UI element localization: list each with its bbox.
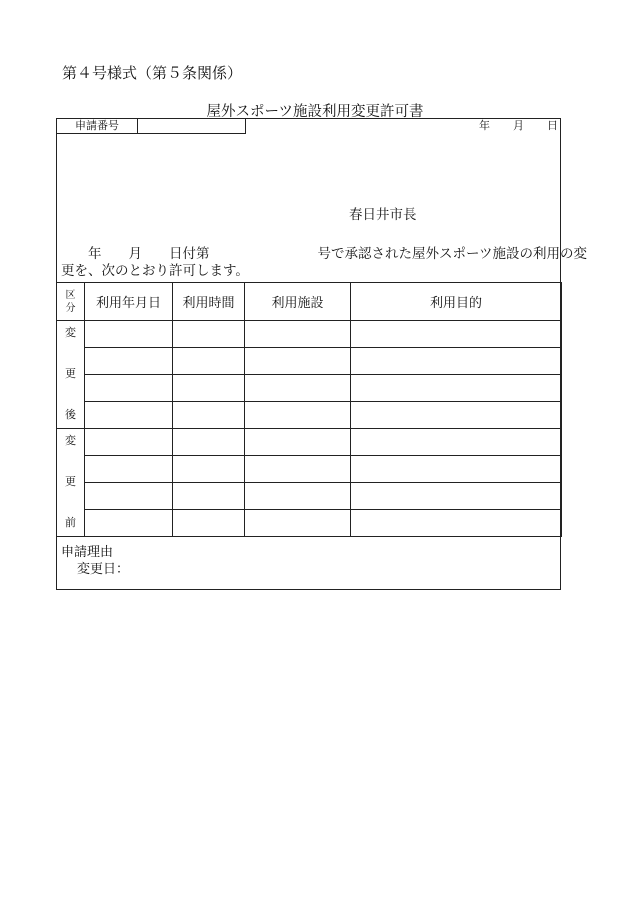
- application-number-label: 申請番号: [57, 119, 138, 133]
- table-row: [57, 348, 562, 375]
- section-char: 更: [65, 475, 76, 488]
- cell-purpose[interactable]: [351, 510, 562, 537]
- permit-form-frame: [56, 118, 587, 590]
- header-usage-date: 利用年月日: [85, 283, 173, 321]
- cell-facility[interactable]: [245, 510, 351, 537]
- table-header-row: [57, 283, 562, 321]
- body-text-line-1: 年 月 日付第 号で承認された屋外スポーツ施設の利用の変: [61, 246, 587, 262]
- kubun-char: 分: [65, 302, 76, 314]
- section-before-change: [57, 429, 85, 537]
- cell-time[interactable]: [173, 429, 245, 456]
- cell-date[interactable]: [85, 456, 173, 483]
- application-number-box: [57, 119, 246, 134]
- cell-date[interactable]: [85, 510, 173, 537]
- application-number-field[interactable]: [138, 119, 245, 133]
- cell-facility[interactable]: [245, 429, 351, 456]
- cell-date[interactable]: [85, 321, 173, 348]
- table-row: [57, 456, 562, 483]
- cell-time[interactable]: [173, 321, 245, 348]
- section-char: 前: [65, 516, 76, 529]
- cell-time[interactable]: [173, 402, 245, 429]
- table-row: [57, 510, 562, 537]
- reason-label: 申請理由: [61, 545, 114, 560]
- date-month-label: 月: [513, 119, 524, 132]
- change-date-label: 変更日：: [77, 562, 130, 577]
- cell-purpose[interactable]: [351, 429, 562, 456]
- cell-purpose[interactable]: [351, 456, 562, 483]
- document-title: 屋外スポーツ施設利用変更許可書: [206, 104, 424, 120]
- header-kubun: [57, 283, 85, 321]
- cell-facility[interactable]: [245, 402, 351, 429]
- header-usage-facility: 利用施設: [245, 283, 351, 321]
- section-char: 変: [65, 434, 76, 447]
- cell-facility[interactable]: [245, 483, 351, 510]
- table-row: [57, 483, 562, 510]
- table-row: [57, 321, 562, 348]
- table-row: [57, 429, 562, 456]
- section-after-change: [57, 321, 85, 429]
- table-row: [57, 375, 562, 402]
- cell-purpose[interactable]: [351, 348, 562, 375]
- cell-purpose[interactable]: [351, 402, 562, 429]
- cell-date[interactable]: [85, 348, 173, 375]
- kubun-char: 区: [65, 289, 76, 301]
- cell-facility[interactable]: [245, 348, 351, 375]
- form-number-label: 第４号様式（第５条関係）: [62, 64, 243, 82]
- cell-time[interactable]: [173, 375, 245, 402]
- section-char: 変: [65, 326, 76, 339]
- cell-facility[interactable]: [245, 456, 351, 483]
- cell-time[interactable]: [173, 456, 245, 483]
- cell-purpose[interactable]: [351, 375, 562, 402]
- table-row: [57, 402, 562, 429]
- cell-facility[interactable]: [245, 375, 351, 402]
- section-char: 更: [65, 367, 76, 380]
- cell-date[interactable]: [85, 429, 173, 456]
- body-text-line-2: 更を、次のとおり許可します。: [61, 263, 249, 279]
- cell-time[interactable]: [173, 483, 245, 510]
- cell-time[interactable]: [173, 348, 245, 375]
- cell-date[interactable]: [85, 402, 173, 429]
- cell-date[interactable]: [85, 375, 173, 402]
- cell-facility[interactable]: [245, 321, 351, 348]
- usage-change-table: [56, 282, 562, 537]
- issuer-name: 春日井市長: [349, 207, 417, 223]
- cell-time[interactable]: [173, 510, 245, 537]
- date-day-label: 日: [547, 119, 558, 132]
- header-usage-purpose: 利用目的: [351, 283, 562, 321]
- section-char: 後: [65, 408, 76, 421]
- cell-purpose[interactable]: [351, 321, 562, 348]
- header-usage-time: 利用時間: [173, 283, 245, 321]
- date-year-label: 年: [479, 119, 490, 132]
- cell-purpose[interactable]: [351, 483, 562, 510]
- cell-date[interactable]: [85, 483, 173, 510]
